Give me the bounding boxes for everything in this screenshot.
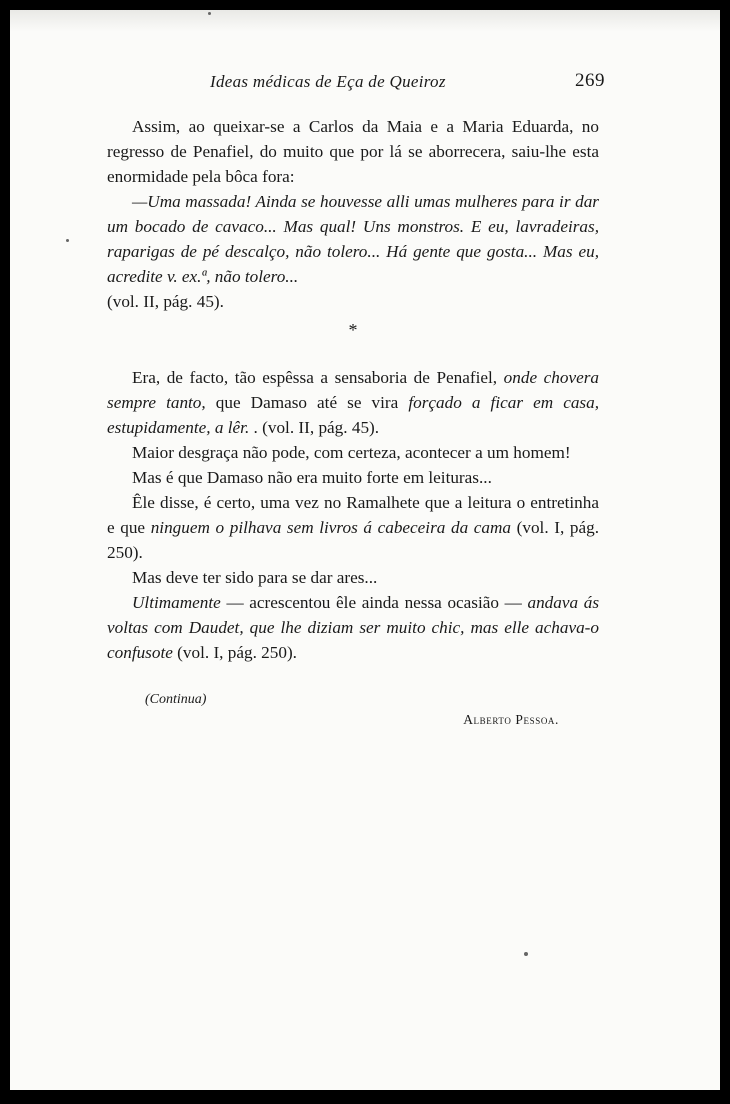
quote-reference: (vol. II, pág. 45). (107, 292, 224, 311)
p3-text-e: . (vol. II, pág. 45). (253, 418, 380, 437)
p3-text-b: onde chovera sempre tanto, (107, 368, 599, 412)
p8-text-c: andava ás voltas com Daudet, que lhe diziam ser muito chic, mas elle achava-o confusote (107, 593, 600, 662)
scan-speck (66, 239, 69, 242)
continua-note: (Continua) (145, 692, 207, 707)
p8-text-b: — acrescentou êle ainda nessa ocasião — (226, 593, 522, 612)
p6-text-b: ninguem o pilhava sem livros á cabeceira da cama (150, 518, 512, 537)
p8-text-a: Ultimamente (132, 593, 221, 612)
paragraph-7: Mas deve ter sido para se dar ares... (132, 568, 378, 587)
author-signature: Alberto Pessoa. (463, 712, 559, 727)
body-text (107, 114, 599, 727)
p3-text-c: que Damaso até se vira (215, 393, 399, 412)
paragraph-4: Maior desgraça não pode, com certeza, acontecer a um homem! (132, 443, 571, 462)
section-separator: * (348, 320, 358, 340)
scan-speck (208, 12, 211, 15)
scan-shadow (10, 10, 720, 32)
paragraph-quote (107, 189, 599, 314)
quote-text: —Uma massada! Ainda se houvesse alli umas mulheres para ir dar um bocado de cavaco... Mas qual! Uns monstros. E eu, lavradeiras, raparigas de pé descalço, não tolero... Há gente que gosta... Mas eu, acredite v. ex.ª, não tolero... (107, 192, 599, 286)
paragraph-6 (107, 490, 599, 565)
p8-text-d: (vol. I, pág. 250). (177, 643, 297, 662)
page-header (210, 68, 605, 98)
paragraph-8 (107, 590, 599, 665)
scan-speck (524, 952, 528, 956)
p6-text-a: Êle disse, é certo, uma vez no Ramalhete que a leitura o entretinha e que (107, 493, 599, 537)
paragraph-1: Assim, ao queixar-se a Carlos da Maia e a Maria Eduarda, no regresso de Penafiel, do muito que por lá se aborrecera, saiu-lhe esta enormidade pela bôca fora: (107, 117, 599, 186)
running-title: Ideas médicas de Eça de Queiroz (210, 72, 446, 91)
p3-text-d: forçado a ficar em casa, estupidamente, a lêr. (107, 393, 600, 437)
p6-text-c: (vol. I, pág. 250). (107, 518, 599, 562)
paragraph-5: Mas é que Damaso não era muito forte em leituras... (132, 468, 492, 487)
paragraph-3 (107, 365, 599, 440)
signature-row (107, 687, 599, 727)
page-number: 269 (575, 70, 605, 91)
scanned-page (10, 10, 720, 1090)
p3-text-a: Era, de facto, tão espêssa a sensaboria de Penafiel, (132, 368, 498, 387)
